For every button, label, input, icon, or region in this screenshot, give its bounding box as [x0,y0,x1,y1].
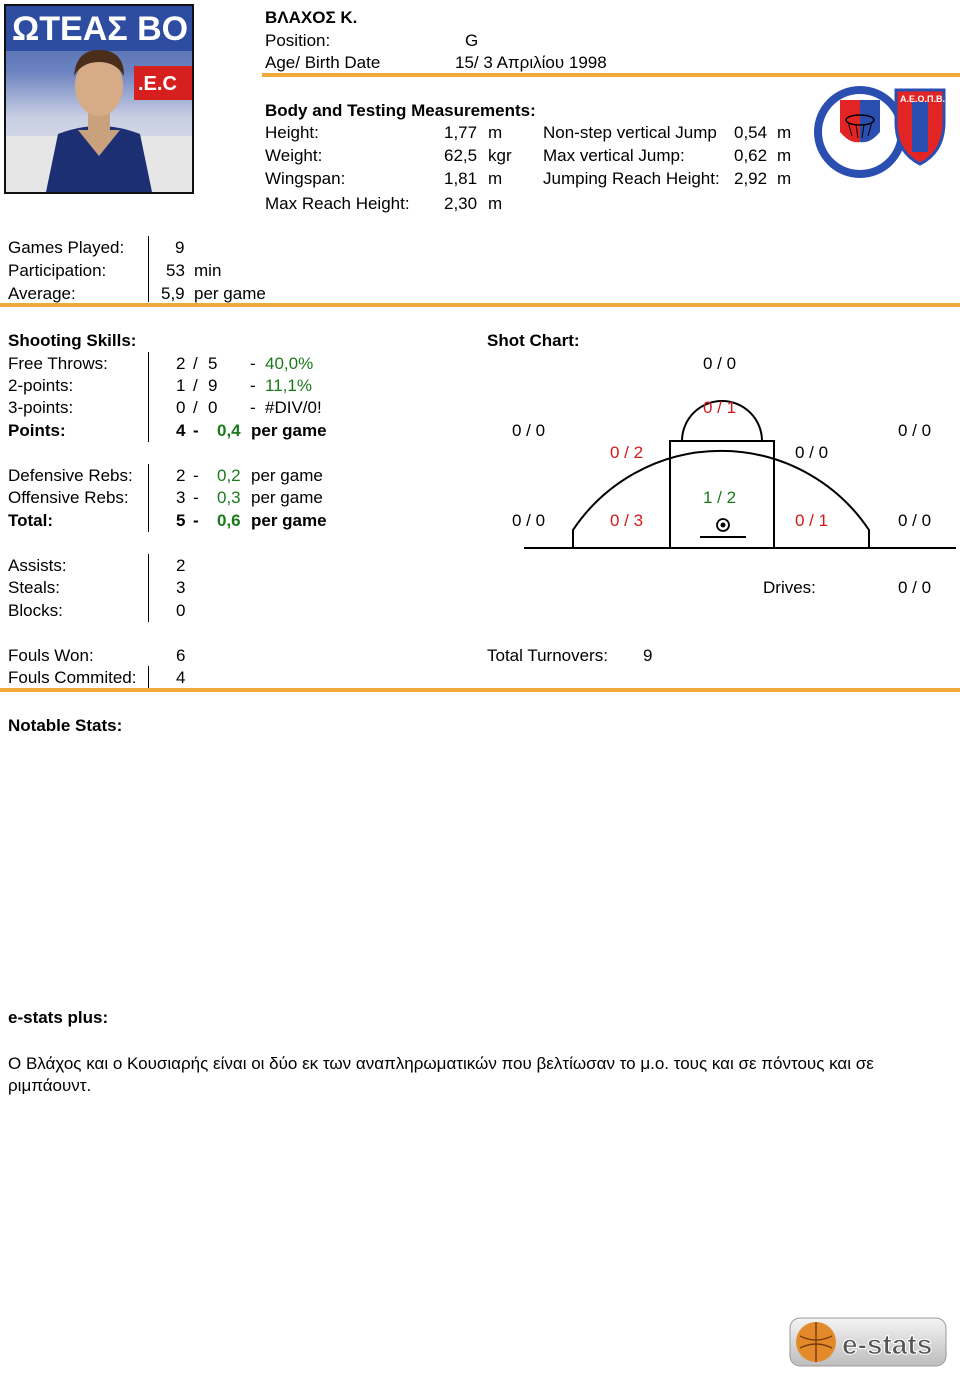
tot-reb-value: 5 [176,511,186,530]
def-reb-avg: 0,2 [217,466,241,485]
blocks-label: Blocks: [8,601,63,620]
player-photo [4,4,194,194]
zone-right-corner: 0 / 0 [898,511,932,530]
svg-text:ΩΤΕΑΣ ΒΟ: ΩΤΕΑΣ ΒΟ [12,10,189,48]
estats-logo [788,1314,948,1370]
nonstep-unit: m [777,123,792,142]
turnovers-value: 9 [643,646,653,665]
average-unit: per game [194,284,266,303]
jumpreach-unit: m [777,169,792,188]
fouls-com-value: 4 [176,668,186,687]
def-reb-label: Defensive Rebs: [8,466,133,485]
three-pct: #DIV/0! [265,398,322,417]
zone-left-corner: 0 / 0 [512,511,546,530]
def-reb-per-game: per game [251,466,323,485]
off-reb-per-game: per game [251,488,323,507]
average-value: 5,9 [161,284,185,303]
jumpreach-label: Jumping Reach Height: [543,169,720,188]
ft-slash: / [193,354,198,373]
tot-reb-per-game: per game [251,511,327,530]
steals-label: Steals: [8,578,60,597]
two-made: 1 [176,376,186,395]
svg-text:.E.C: .E.C [138,73,177,95]
three-label: 3-points: [8,398,74,417]
two-pct: 11,1% [265,376,312,395]
height-unit: m [488,123,503,142]
three-made: 0 [176,398,186,417]
jumpreach-value: 2,92 [734,169,768,188]
zone-right-elbow: 0 / 0 [795,443,829,462]
estats-logo-icon [788,1314,948,1370]
fouls-separator [148,666,149,688]
fouls-won-value: 6 [176,646,186,665]
estats-text: Ο Βλάχος και ο Κουσιαρής είναι οι δύο εκ των αναπληρωματικών που βελτίωσαν το μ.ο. τους και σε πόντους και σε ριμπάουντ. [8,1054,874,1095]
off-reb-label: Offensive Rebs: [8,488,129,507]
nonstep-value: 0,54 [734,123,768,142]
off-reb-dash: - [193,488,199,507]
reach-value: 2,30 [444,194,478,213]
reach-label: Max Reach Height: [265,194,410,213]
club-crest-icon [812,82,948,182]
turnovers-label: Total Turnovers: [487,646,608,665]
nonstep-label: Non-step vertical Jump [543,123,717,142]
off-reb-value: 3 [176,488,186,507]
steals-value: 3 [176,578,186,597]
shooting-separator [148,352,149,442]
ft-dash: - [250,354,256,373]
ft-label: Free Throws: [8,354,108,373]
def-reb-value: 2 [176,466,186,485]
zone-top-key: 0 / 1 [703,398,737,417]
blocks-value: 0 [176,601,186,620]
weight-value: 62,5 [444,146,478,165]
maxvert-unit: m [777,146,792,165]
two-dash: - [250,376,256,395]
participation-unit: min [194,261,222,280]
three-dash: - [250,398,256,417]
points-value: 4 [176,421,186,440]
header-divider [262,73,960,77]
assists-value: 2 [176,556,186,575]
three-att: 0 [208,398,218,417]
zone-top: 0 / 0 [703,354,737,373]
rebounds-separator [148,464,149,532]
tot-reb-dash: - [193,511,199,530]
points-per-game: per game [251,421,327,440]
zone-right-block: 0 / 1 [795,511,829,530]
participation-label: Participation: [8,261,107,280]
assists-label: Assists: [8,556,67,575]
weight-label: Weight: [265,146,323,165]
wingspan-value: 1,81 [444,169,478,188]
points-dash: - [193,421,199,440]
tot-reb-label: Total: [8,511,54,530]
points-label: Points: [8,421,66,440]
off-reb-avg: 0,3 [217,488,241,507]
games-value: 9 [175,238,185,257]
three-slash: / [193,398,198,417]
player-photo-art [6,6,192,192]
other-separator [148,554,149,622]
notable-title: Notable Stats: [8,716,123,735]
fouls-won-label: Fouls Won: [8,646,94,665]
estats-logo-text: e-stats [842,1329,933,1360]
weight-unit: kgr [488,146,512,165]
measurements-title: Body and Testing Measurements: [265,101,536,120]
shooting-title: Shooting Skills: [8,331,137,350]
average-label: Average: [8,284,76,303]
height-value: 1,77 [444,123,478,142]
reach-unit: m [488,194,503,213]
fouls-com-label: Fouls Commited: [8,668,137,687]
games-label: Games Played: [8,238,125,257]
two-slash: / [193,376,198,395]
stats-divider [0,688,960,692]
tot-reb-avg: 0,6 [217,511,241,530]
maxvert-value: 0,62 [734,146,768,165]
club-crest-text: Α.Ε.Ο.Π.Β. [900,94,946,104]
participation-value: 53 [166,261,185,280]
summary-separator [148,236,149,302]
maxvert-label: Max vertical Jump: [543,146,685,165]
points-avg: 0,4 [217,421,241,440]
zone-left-elbow: 0 / 2 [610,443,644,462]
birth-value: 15/ 3 Απριλίου 1998 [455,53,607,72]
club-crest [812,82,948,182]
player-name: ΒΛΑΧΟΣ Κ. [265,8,358,27]
position-value: G [465,31,479,50]
wingspan-unit: m [488,169,503,188]
wingspan-label: Wingspan: [265,169,346,188]
hoop-center [721,523,726,528]
zone-left-block: 0 / 3 [610,511,644,530]
ft-made: 2 [176,354,186,373]
drives-label: Drives: [763,578,816,597]
drives-value: 0 / 0 [898,578,932,597]
zone-right-wing: 0 / 0 [898,421,932,440]
summary-divider [0,303,960,307]
zone-paint: 1 / 2 [703,488,737,507]
two-label: 2-points: [8,376,74,395]
shot-chart-title: Shot Chart: [487,331,580,350]
birth-label: Age/ Birth Date [265,53,381,72]
estats-title: e-stats plus: [8,1008,109,1027]
court-diagram [520,380,960,552]
def-reb-dash: - [193,466,199,485]
ft-pct: 40,0% [265,354,314,373]
height-label: Height: [265,123,319,142]
position-label: Position: [265,31,331,50]
two-att: 9 [208,376,218,395]
zone-left-wing: 0 / 0 [512,421,546,440]
ft-att: 5 [208,354,218,373]
